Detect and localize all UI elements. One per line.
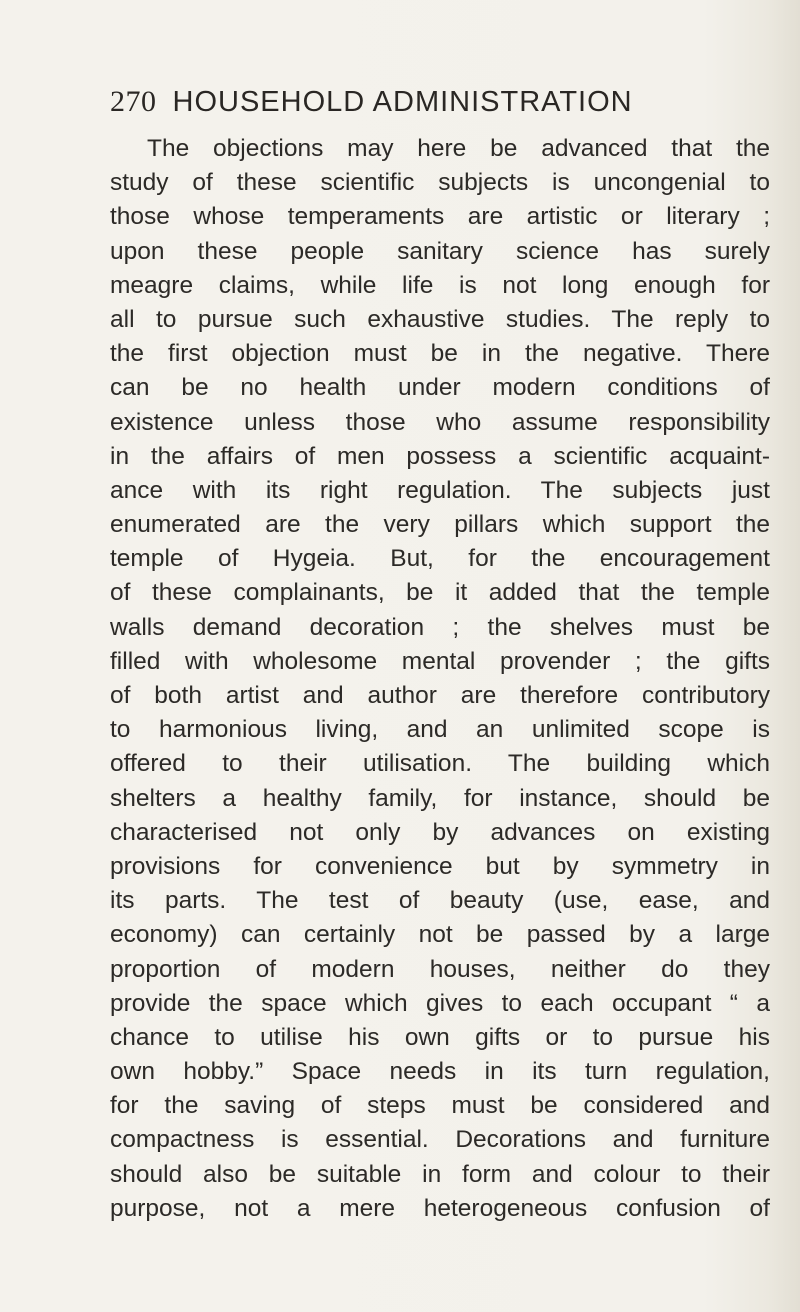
text-line: in the affairs of men possess a scientific acquaint- <box>110 442 770 470</box>
text-line: purpose, not a mere heterogeneous confusion of <box>110 1194 770 1222</box>
text-line: own hobby.” Space needs in its turn regulation, <box>110 1058 770 1086</box>
text-line: of these complainants, be it added that the temple <box>110 579 770 607</box>
text-line: enumerated are the very pillars which support the <box>110 511 770 539</box>
page-header <box>110 85 730 125</box>
text-line: meagre claims, while life is not long enough for <box>110 271 770 299</box>
text-line: should also be suitable in form and colour to their <box>110 1160 770 1188</box>
running-title: HOUSEHOLD ADMINISTRATION <box>172 86 633 118</box>
text-line: existence unless those who assume responsibility <box>110 408 770 436</box>
text-line: chance to utilise his own gifts or to pursue his <box>110 1023 770 1051</box>
text-line: to harmonious living, and an unlimited scope is <box>110 716 770 744</box>
text-line: those whose temperaments are artistic or literary ; <box>110 203 770 231</box>
text-line: the first objection must be in the negative. There <box>110 340 770 368</box>
text-line: for the saving of steps must be considered and <box>110 1092 770 1120</box>
text-line: its parts. The test of beauty (use, ease, and <box>110 887 770 915</box>
text-line: upon these people sanitary science has surely <box>110 237 770 265</box>
text-line: offered to their utilisation. The building which <box>110 750 770 778</box>
text-line: ance with its right regulation. The subjects just <box>110 476 770 504</box>
page-number: 270 <box>110 85 157 118</box>
text-line: study of these scientific subjects is uncongenial to <box>110 169 770 197</box>
text-line: of both artist and author are therefore contributory <box>110 682 770 709</box>
text-line: walls demand decoration ; the shelves must be <box>110 613 770 641</box>
text-line: all to pursue such exhaustive studies. The reply to <box>110 305 770 333</box>
text-line: characterised not only by advances on existing <box>110 818 770 846</box>
text-line: temple of Hygeia. But, for the encouragement <box>110 545 770 573</box>
text-line: compactness is essential. Decorations and furniture <box>110 1126 770 1154</box>
text-line: economy) can certainly not be passed by a large <box>110 921 770 949</box>
body-text <box>110 132 770 1226</box>
text-line: proportion of modern houses, neither do they <box>110 955 770 983</box>
text-line: shelters a healthy family, for instance, should be <box>110 784 770 812</box>
text-line: filled with wholesome mental provender ; the gifts <box>110 647 770 675</box>
text-line: provisions for convenience but by symmetry in <box>110 852 770 880</box>
text-line: can be no health under modern conditions of <box>110 374 770 402</box>
text-line: The objections may here be advanced that the <box>147 135 770 162</box>
text-line: provide the space which gives to each occupant “ a <box>110 989 770 1017</box>
